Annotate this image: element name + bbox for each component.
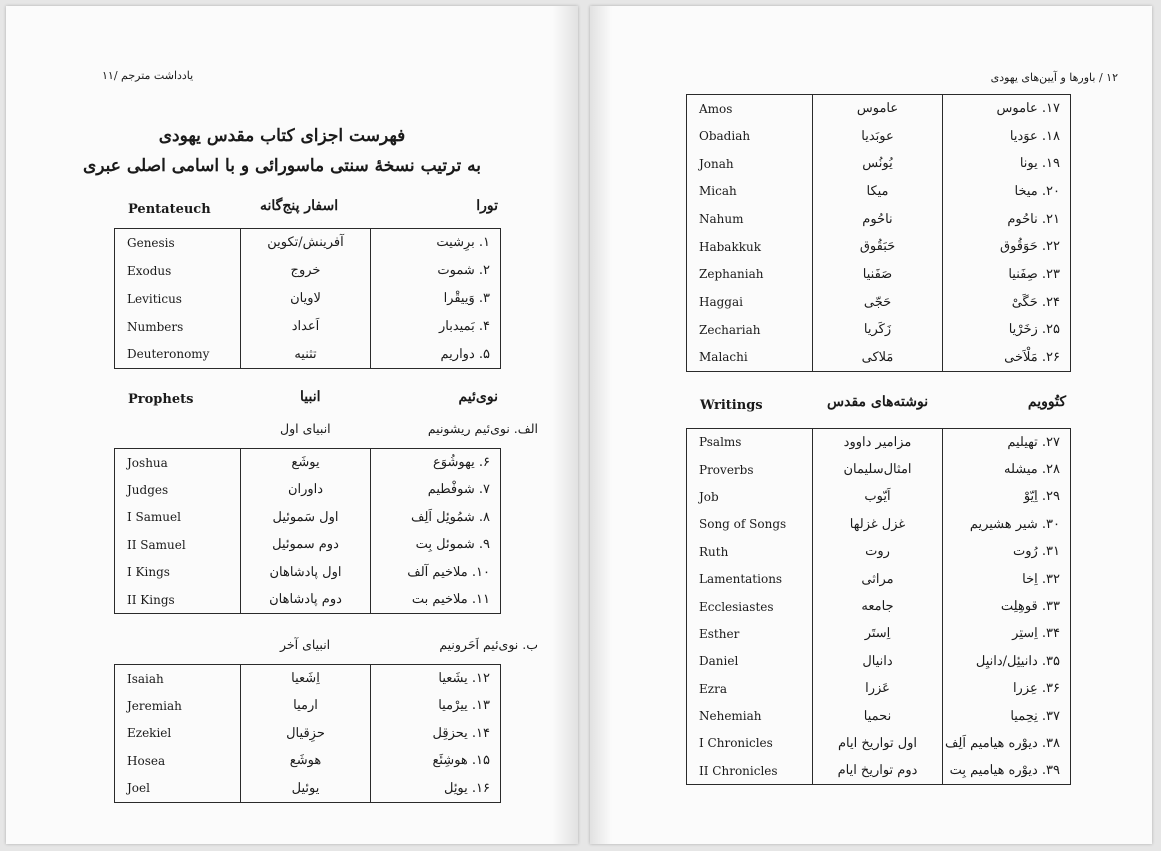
book-name-persian: یُونُس <box>813 150 943 178</box>
table-row <box>115 559 501 587</box>
table-row <box>115 586 501 614</box>
book-name-hebrew: ۳۴. اِستِر <box>943 620 1071 647</box>
book-name-english: Song of Songs <box>687 511 813 538</box>
book-name-english: Ezra <box>687 675 813 702</box>
book-name-persian: عاموس <box>813 95 943 123</box>
table-row <box>687 456 1071 483</box>
book-name-hebrew: ۲۸. میشله <box>943 456 1071 483</box>
book-name-english: Proverbs <box>687 456 813 483</box>
book-name-english: Haggai <box>687 288 813 316</box>
table-row <box>687 122 1071 150</box>
book-name-persian: اِستَر <box>813 620 943 647</box>
book-name-hebrew: ۱۴. یحزقِل <box>371 720 501 748</box>
book-name-persian: دوم سموئیل <box>241 531 371 559</box>
header-persian: انبیا <box>300 389 321 405</box>
book-name-english: Zechariah <box>687 316 813 344</box>
book-name-english: Numbers <box>115 313 241 341</box>
page-gutter-shadow <box>590 6 612 844</box>
torah-table <box>114 228 501 369</box>
table-row <box>687 233 1071 261</box>
book-name-english: II Samuel <box>115 531 241 559</box>
book-name-persian: ارمیا <box>241 692 371 720</box>
table-row <box>115 476 501 504</box>
former-prophets-persian-label: انبیای اول <box>280 421 331 436</box>
book-name-persian: حزِقیال <box>241 720 371 748</box>
book-name-persian: روت <box>813 538 943 565</box>
table-row <box>115 531 501 559</box>
book-name-english: Exodus <box>115 257 241 285</box>
table-row <box>115 775 501 803</box>
prophets-section-header <box>128 389 498 413</box>
writings-section-header <box>700 394 1068 418</box>
book-name-hebrew: ۱۱. ملاخیم بت <box>371 586 501 614</box>
table-row <box>115 285 501 313</box>
book-name-hebrew: ۱۷. عاموس <box>943 95 1071 123</box>
book-name-hebrew: ۱۰. ملاخیم آلف <box>371 559 501 587</box>
book-name-persian: خروج <box>241 257 371 285</box>
book-name-english: Ecclesiastes <box>687 593 813 620</box>
book-name-hebrew: ۳۲. اِخا <box>943 565 1071 592</box>
book-name-persian: اول تواریخ ایام <box>813 730 943 757</box>
book-name-english: Malachi <box>687 344 813 372</box>
book-name-english: Job <box>687 483 813 510</box>
book-name-english: Esther <box>687 620 813 647</box>
book-name-persian: حَبَقُوق <box>813 233 943 261</box>
book-name-persian: جامعه <box>813 593 943 620</box>
table-row <box>687 593 1071 620</box>
table-row <box>687 511 1071 538</box>
table-row <box>687 538 1071 565</box>
book-name-english: Zephaniah <box>687 261 813 289</box>
book-name-hebrew: ۱۳. ییرْمیا <box>371 692 501 720</box>
book-name-hebrew: ۶. یهوشُوَع <box>371 449 501 477</box>
table-row <box>115 229 501 257</box>
table-row <box>687 730 1071 757</box>
book-name-persian: دوم تواریخ ایام <box>813 757 943 784</box>
book-name-english: Nehemiah <box>687 702 813 729</box>
book-name-english: Obadiah <box>687 122 813 150</box>
book-name-hebrew: ۲۳. صِفَنیا <box>943 261 1071 289</box>
book-name-persian: زَکَریا <box>813 316 943 344</box>
table-row <box>115 449 501 477</box>
header-persian: نوشته‌های مقدس <box>827 394 929 410</box>
book-name-persian: آفرینش/تکوین <box>241 229 371 257</box>
latter-prophets-persian-label: انبیای آخر <box>280 637 331 652</box>
book-name-persian: مراثی <box>813 565 943 592</box>
book-name-english: Joshua <box>115 449 241 477</box>
book-name-persian: یوئیل <box>241 775 371 803</box>
header-english: Pentateuch <box>128 202 211 217</box>
table-row <box>115 665 501 693</box>
book-name-hebrew: ۳۰. شیر هشیریم <box>943 511 1071 538</box>
book-name-hebrew: ۱۹. یونا <box>943 150 1071 178</box>
table-row <box>687 620 1071 647</box>
book-name-english: I Samuel <box>115 504 241 532</box>
table-row <box>687 178 1071 206</box>
book-name-persian: صَفَنیا <box>813 261 943 289</box>
book-name-hebrew: ۱۶. یوئِل <box>371 775 501 803</box>
book-name-hebrew: ۱۲. یشَعیا <box>371 665 501 693</box>
book-name-hebrew: ۳۳. قوهِلِت <box>943 593 1071 620</box>
table-row <box>115 504 501 532</box>
book-name-persian: یوشَع <box>241 449 371 477</box>
book-name-hebrew: ۳۵. دانیئِل/دانیِل <box>943 648 1071 675</box>
book-name-persian: عَزرا <box>813 675 943 702</box>
table-row <box>687 205 1071 233</box>
right-page <box>590 6 1152 844</box>
table-row <box>687 429 1071 456</box>
running-head: ۱۲ / باورها و آیین‌های یهودی <box>990 71 1118 84</box>
header-english: Prophets <box>128 392 194 407</box>
book-name-hebrew: ۵. دواریم <box>371 341 501 369</box>
book-name-english: Ruth <box>687 538 813 565</box>
book-name-hebrew: ۲۴. حَگَیْ <box>943 288 1071 316</box>
table-row <box>115 747 501 775</box>
book-name-english: Hosea <box>115 747 241 775</box>
book-name-persian: عوبَدیا <box>813 122 943 150</box>
latter-prophets-table <box>114 664 501 803</box>
running-head: یادداشت مترجم /۱۱ <box>102 69 194 82</box>
book-name-hebrew: ۱. برِشیت <box>371 229 501 257</box>
table-row <box>687 702 1071 729</box>
book-name-english: Lamentations <box>687 565 813 592</box>
header-hebrew: نوی‌ئیم <box>458 389 498 405</box>
writings-table <box>686 428 1071 785</box>
book-name-persian: نحمیا <box>813 702 943 729</box>
page-title: فهرست اجزای کتاب مقدس یهودی <box>158 126 406 146</box>
book-name-english: Leviticus <box>115 285 241 313</box>
table-row <box>687 150 1071 178</box>
book-name-persian: اول پادشاهان <box>241 559 371 587</box>
book-name-persian: مَلاکی <box>813 344 943 372</box>
book-name-hebrew: ۳۶. عِزرا <box>943 675 1071 702</box>
book-name-english: Psalms <box>687 429 813 456</box>
table-row <box>687 757 1071 784</box>
header-english: Writings <box>700 398 763 413</box>
book-name-english: Amos <box>687 95 813 123</box>
torah-section-header <box>128 198 498 222</box>
book-name-hebrew: ۲. شموت <box>371 257 501 285</box>
book-name-english: II Chronicles <box>687 757 813 784</box>
former-prophets-hebrew-label: الف. نوی‌ئیم ریشونیم <box>427 421 538 436</box>
left-page <box>6 6 578 844</box>
book-name-english: Jonah <box>687 150 813 178</box>
header-hebrew: کتُوویم <box>1027 394 1066 410</box>
book-name-hebrew: ۸. شمُوئِل اَلِف <box>371 504 501 532</box>
book-name-english: Deuteronomy <box>115 341 241 369</box>
book-name-persian: لاویان <box>241 285 371 313</box>
book-name-english: II Kings <box>115 586 241 614</box>
table-row <box>115 341 501 369</box>
latter-prophets-hebrew-label: ب. نوی‌ئیم اَحَرونیم <box>439 637 538 652</box>
table-row <box>687 483 1071 510</box>
page-subtitle: به ترتیب نسخهٔ سنتی ماسورائی و با اسامی اصلی عبری <box>82 156 482 176</box>
book-name-hebrew: ۲۰. میخا <box>943 178 1071 206</box>
table-row <box>115 257 501 285</box>
book-name-hebrew: ۳۹. دیوْره هیامیم بِت <box>943 757 1071 784</box>
table-row <box>115 692 501 720</box>
book-name-english: Joel <box>115 775 241 803</box>
header-persian: اسفار پنج‌گانه <box>260 198 339 214</box>
book-name-hebrew: ۳. وَییقْرا <box>371 285 501 313</box>
book-name-persian: امثال‌سلیمان <box>813 456 943 483</box>
book-name-hebrew: ۲۱. ناحُوم <box>943 205 1071 233</box>
table-row <box>687 675 1071 702</box>
book-name-english: Jeremiah <box>115 692 241 720</box>
table-row <box>115 720 501 748</box>
book-name-english: Isaiah <box>115 665 241 693</box>
book-name-hebrew: ۳۱. رُوت <box>943 538 1071 565</box>
latter-prophets-continued-table <box>686 94 1071 372</box>
table-row <box>687 344 1071 372</box>
book-name-hebrew: ۳۸. دیوْره هیامیم اَلِف <box>943 730 1071 757</box>
book-name-hebrew: ۷. شوفْطیم <box>371 476 501 504</box>
book-name-persian: دوم پادشاهان <box>241 586 371 614</box>
book-name-hebrew: ۲۶. مَلْاَخی <box>943 344 1071 372</box>
table-row <box>687 95 1071 123</box>
book-name-persian: تثنیه <box>241 341 371 369</box>
book-name-hebrew: ۱۵. هوشِئَع <box>371 747 501 775</box>
book-name-persian: اَیّوب <box>813 483 943 510</box>
header-hebrew: تورا <box>476 198 498 214</box>
table-row <box>687 288 1071 316</box>
book-name-english: Ezekiel <box>115 720 241 748</box>
book-name-persian: اِشَعیا <box>241 665 371 693</box>
book-name-persian: اول سَموئیل <box>241 504 371 532</box>
table-row <box>687 648 1071 675</box>
table-row <box>687 565 1071 592</box>
book-name-hebrew: ۳۷. نِحِمیا <box>943 702 1071 729</box>
former-prophets-table <box>114 448 501 614</box>
table-row <box>687 316 1071 344</box>
book-name-english: Habakkuk <box>687 233 813 261</box>
book-name-hebrew: ۲۹. اِیّوْ <box>943 483 1071 510</box>
book-name-persian: هوشَع <box>241 747 371 775</box>
book-name-hebrew: ۴. بَمیدبار <box>371 313 501 341</box>
book-name-persian: ناحُوم <box>813 205 943 233</box>
table-row <box>687 261 1071 289</box>
book-name-english: Genesis <box>115 229 241 257</box>
book-name-english: Judges <box>115 476 241 504</box>
book-name-persian: دانیال <box>813 648 943 675</box>
book-name-persian: میکا <box>813 178 943 206</box>
book-name-english: Micah <box>687 178 813 206</box>
book-name-hebrew: ۲۲. حَوَقُوق <box>943 233 1071 261</box>
book-name-persian: غزل غزلها <box>813 511 943 538</box>
book-name-english: Nahum <box>687 205 813 233</box>
book-name-persian: اَعداد <box>241 313 371 341</box>
book-name-hebrew: ۲۷. تهیلیم <box>943 429 1071 456</box>
book-name-persian: حَجّی <box>813 288 943 316</box>
book-name-hebrew: ۲۵. زخَرْیا <box>943 316 1071 344</box>
book-name-hebrew: ۱۸. عوَدیا <box>943 122 1071 150</box>
book-name-english: I Kings <box>115 559 241 587</box>
table-row <box>115 313 501 341</box>
book-name-english: I Chronicles <box>687 730 813 757</box>
book-name-english: Daniel <box>687 648 813 675</box>
book-name-hebrew: ۹. شموئل بِت <box>371 531 501 559</box>
book-name-persian: مزامیر داوود <box>813 429 943 456</box>
book-name-persian: داوران <box>241 476 371 504</box>
